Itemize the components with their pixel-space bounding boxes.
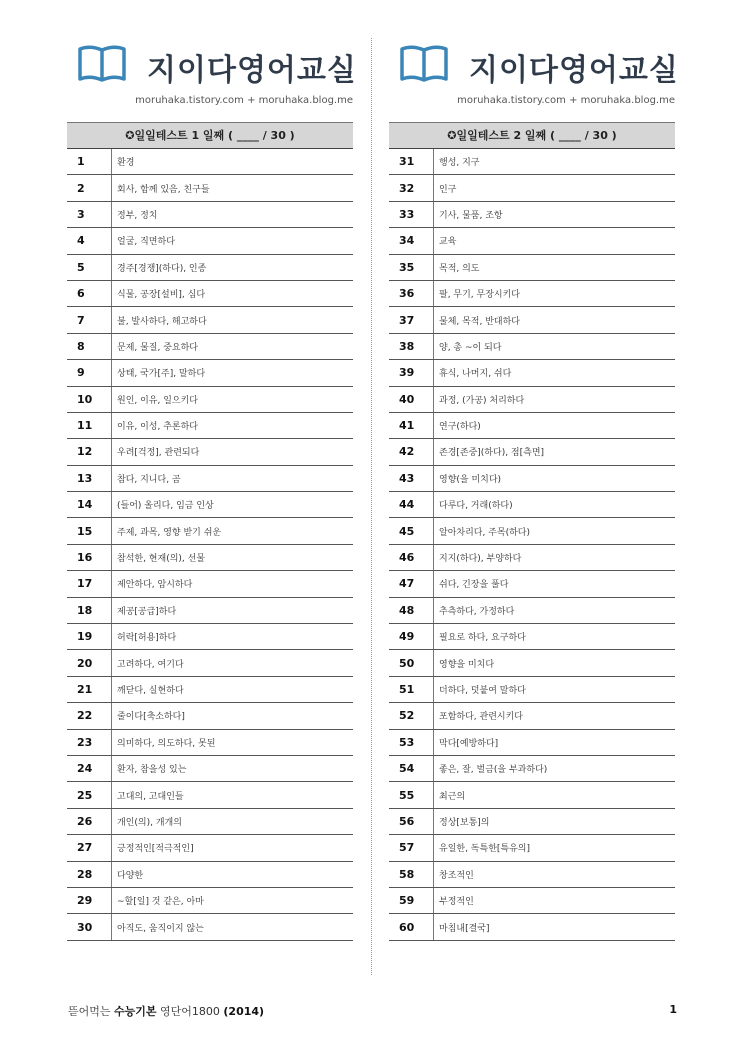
item-number: 44 xyxy=(399,498,415,512)
item-number: 12 xyxy=(77,445,93,459)
item-meaning: 환자, 참을성 있는 xyxy=(111,756,353,781)
list-item xyxy=(389,703,675,729)
item-meaning: 고대의, 고대인들 xyxy=(111,782,353,807)
item-meaning: 상태, 국가[주], 말하다 xyxy=(111,360,353,385)
list-item xyxy=(67,307,353,333)
list-item xyxy=(67,650,353,676)
list-item xyxy=(67,387,353,413)
item-number: 11 xyxy=(77,419,93,433)
list-item xyxy=(67,888,353,914)
list-item xyxy=(389,492,675,518)
item-number: 41 xyxy=(399,419,415,433)
item-meaning: 좋은, 잘, 벌금(을 부과하다) xyxy=(433,756,675,781)
item-number: 52 xyxy=(399,709,415,723)
list-item xyxy=(67,334,353,360)
brand-header xyxy=(389,0,679,122)
item-number: 5 xyxy=(77,260,85,274)
list-item xyxy=(67,809,353,835)
item-number: 20 xyxy=(77,656,93,670)
list-item xyxy=(67,756,353,782)
item-number: 42 xyxy=(399,445,415,459)
item-number: 47 xyxy=(399,577,415,591)
item-meaning: 줄이다[축소하다] xyxy=(111,703,353,728)
brand-title: 지이다영어교실 xyxy=(147,53,357,88)
item-number: 36 xyxy=(399,287,415,301)
item-meaning: 막다[예방하다] xyxy=(433,730,675,755)
brand-title: 지이다영어교실 xyxy=(469,53,679,88)
item-meaning: 다루다, 거래(하다) xyxy=(433,492,675,517)
item-meaning: 영향(을 미치다) xyxy=(433,466,675,491)
item-meaning: 행성, 지구 xyxy=(433,149,675,174)
item-number: 53 xyxy=(399,735,415,749)
list-item xyxy=(67,466,353,492)
item-number: 2 xyxy=(77,181,85,195)
item-meaning: 우려[걱정], 관련되다 xyxy=(111,439,353,464)
item-meaning: 아직도, 움직이지 않는 xyxy=(111,914,353,939)
item-meaning: 식물, 공장[설비], 심다 xyxy=(111,281,353,306)
footer-year: (2014) xyxy=(223,1005,265,1018)
item-meaning: 제안하다, 암시하다 xyxy=(111,571,353,596)
left-column xyxy=(67,0,357,941)
item-meaning: 주제, 과목, 영향 받기 쉬운 xyxy=(111,518,353,543)
brand-subtitle: moruhaka.tistory.com + moruhaka.blog.me xyxy=(135,95,353,106)
list-item xyxy=(389,914,675,940)
item-meaning: 긍정적인[적극적인] xyxy=(111,835,353,860)
list-item xyxy=(389,624,675,650)
item-meaning: 마침내[결국] xyxy=(433,914,675,939)
item-number: 50 xyxy=(399,656,415,670)
item-meaning: 유일한, 독특한[특유의] xyxy=(433,835,675,860)
footer-middle: 영단어1800 xyxy=(156,1005,224,1018)
list-item xyxy=(389,677,675,703)
item-meaning: 정부, 정치 xyxy=(111,202,353,227)
item-meaning: 이유, 이성, 추론하다 xyxy=(111,413,353,438)
list-item xyxy=(67,281,353,307)
item-number: 10 xyxy=(77,392,93,406)
list-item xyxy=(389,466,675,492)
item-number: 59 xyxy=(399,894,415,908)
book-icon xyxy=(398,43,450,87)
list-item xyxy=(389,387,675,413)
item-number: 26 xyxy=(77,814,93,828)
item-meaning: 개인(의), 개개의 xyxy=(111,809,353,834)
list-item xyxy=(67,545,353,571)
list-item xyxy=(389,281,675,307)
item-meaning: 문제, 물질, 중요하다 xyxy=(111,334,353,359)
item-meaning: 휴식, 나머지, 쉬다 xyxy=(433,360,675,385)
item-number: 39 xyxy=(399,366,415,380)
item-meaning: 의미하다, 의도하다, 못된 xyxy=(111,730,353,755)
list-item xyxy=(389,413,675,439)
item-number: 28 xyxy=(77,867,93,881)
footer-prefix: 뜯어먹는 xyxy=(68,1005,115,1018)
test-header: ✪일일테스트 2 일째 ( ____ / 30 ) xyxy=(389,122,675,149)
list-item xyxy=(67,439,353,465)
list-item xyxy=(389,598,675,624)
item-number: 9 xyxy=(77,366,85,380)
list-item xyxy=(389,360,675,386)
item-number: 27 xyxy=(77,841,93,855)
item-number: 16 xyxy=(77,551,93,565)
item-number: 18 xyxy=(77,603,93,617)
item-number: 15 xyxy=(77,524,93,538)
item-number: 38 xyxy=(399,339,415,353)
brand-subtitle: moruhaka.tistory.com + moruhaka.blog.me xyxy=(457,95,675,106)
item-meaning: 인구 xyxy=(433,175,675,200)
item-number: 8 xyxy=(77,339,85,353)
item-number: 35 xyxy=(399,260,415,274)
item-number: 13 xyxy=(77,471,93,485)
item-meaning: 교육 xyxy=(433,228,675,253)
item-meaning: 기사, 물품, 조항 xyxy=(433,202,675,227)
list-item xyxy=(67,149,353,175)
item-meaning: 쉬다, 긴장을 풀다 xyxy=(433,571,675,596)
item-meaning: 창조적인 xyxy=(433,862,675,887)
list-item xyxy=(67,413,353,439)
list-item xyxy=(389,255,675,281)
list-item xyxy=(67,835,353,861)
item-meaning: 영향을 미치다 xyxy=(433,650,675,675)
item-number: 40 xyxy=(399,392,415,406)
item-meaning: 고려하다, 여기다 xyxy=(111,650,353,675)
list-item xyxy=(389,782,675,808)
item-number: 43 xyxy=(399,471,415,485)
item-meaning: 깨닫다, 실현하다 xyxy=(111,677,353,702)
item-meaning: 정상[보통]의 xyxy=(433,809,675,834)
item-number: 3 xyxy=(77,207,85,221)
item-meaning: 더하다, 덧붙여 말하다 xyxy=(433,677,675,702)
list-item xyxy=(389,862,675,888)
footer-bold-title: 수능기본 xyxy=(114,1005,157,1018)
item-meaning: 과정, (가공) 처리하다 xyxy=(433,387,675,412)
item-meaning: 다양한 xyxy=(111,862,353,887)
brand-header xyxy=(67,0,357,122)
item-number: 22 xyxy=(77,709,93,723)
page-number: 1 xyxy=(669,1003,677,1016)
list-item xyxy=(389,545,675,571)
item-number: 1 xyxy=(77,155,85,169)
list-item xyxy=(67,255,353,281)
list-item xyxy=(67,703,353,729)
item-number: 49 xyxy=(399,630,415,644)
list-item xyxy=(67,730,353,756)
test-header: ✪일일테스트 1 일째 ( ____ / 30 ) xyxy=(67,122,353,149)
item-meaning: 존경[존중](하다), 점[측면] xyxy=(433,439,675,464)
footer-title xyxy=(68,1003,264,1019)
item-meaning: 불, 발사하다, 해고하다 xyxy=(111,307,353,332)
list-item xyxy=(67,862,353,888)
item-meaning: 지지(하다), 부양하다 xyxy=(433,545,675,570)
item-number: 54 xyxy=(399,762,415,776)
item-meaning: 알아차리다, 주목(하다) xyxy=(433,518,675,543)
list-item xyxy=(389,439,675,465)
item-meaning: 회사, 함께 있음, 친구들 xyxy=(111,175,353,200)
list-item xyxy=(67,202,353,228)
item-number: 58 xyxy=(399,867,415,881)
item-number: 23 xyxy=(77,735,93,749)
list-item xyxy=(389,650,675,676)
list-item xyxy=(389,756,675,782)
item-meaning: 환경 xyxy=(111,149,353,174)
item-meaning: 참다, 지니다, 곰 xyxy=(111,466,353,491)
item-number: 34 xyxy=(399,234,415,248)
book-icon xyxy=(76,43,128,87)
item-meaning: 참석한, 현재(의), 선물 xyxy=(111,545,353,570)
item-meaning: 필요로 하다, 요구하다 xyxy=(433,624,675,649)
list-item xyxy=(389,888,675,914)
item-number: 60 xyxy=(399,920,415,934)
list-item xyxy=(389,334,675,360)
item-number: 17 xyxy=(77,577,93,591)
item-number: 14 xyxy=(77,498,93,512)
item-number: 45 xyxy=(399,524,415,538)
item-number: 4 xyxy=(77,234,85,248)
column-divider xyxy=(371,38,372,975)
item-number: 57 xyxy=(399,841,415,855)
item-meaning: 목적, 의도 xyxy=(433,255,675,280)
list-item xyxy=(389,149,675,175)
item-meaning: (들어) 올리다, 임금 인상 xyxy=(111,492,353,517)
list-item xyxy=(389,518,675,544)
item-number: 25 xyxy=(77,788,93,802)
item-meaning: 경주[경쟁](하다), 인종 xyxy=(111,255,353,280)
item-number: 31 xyxy=(399,155,415,169)
list-item xyxy=(67,624,353,650)
item-meaning: 얼굴, 직면하다 xyxy=(111,228,353,253)
item-meaning: 원인, 이유, 일으키다 xyxy=(111,387,353,412)
item-number: 46 xyxy=(399,551,415,565)
item-meaning: 최근의 xyxy=(433,782,675,807)
word-list xyxy=(389,149,675,941)
word-list xyxy=(67,149,353,941)
list-item xyxy=(389,228,675,254)
list-item xyxy=(389,175,675,201)
list-item xyxy=(389,835,675,861)
item-meaning: 포함하다, 관련시키다 xyxy=(433,703,675,728)
item-meaning: 추측하다, 가정하다 xyxy=(433,598,675,623)
list-item xyxy=(67,914,353,940)
item-meaning: 양, 총 ~이 되다 xyxy=(433,334,675,359)
item-meaning: 팔, 무기, 무장시키다 xyxy=(433,281,675,306)
list-item xyxy=(389,730,675,756)
list-item xyxy=(67,228,353,254)
list-item xyxy=(67,598,353,624)
item-number: 32 xyxy=(399,181,415,195)
list-item xyxy=(67,518,353,544)
list-item xyxy=(67,175,353,201)
item-number: 19 xyxy=(77,630,93,644)
item-number: 30 xyxy=(77,920,93,934)
item-meaning: 물체, 목적, 반대하다 xyxy=(433,307,675,332)
item-number: 7 xyxy=(77,313,85,327)
item-number: 56 xyxy=(399,814,415,828)
list-item xyxy=(389,809,675,835)
right-column xyxy=(389,0,679,941)
item-number: 21 xyxy=(77,683,93,696)
item-number: 24 xyxy=(77,762,93,776)
item-meaning: ~할[일] 것 같은, 아마 xyxy=(111,888,353,913)
list-item xyxy=(67,360,353,386)
item-meaning: 연구(하다) xyxy=(433,413,675,438)
item-number: 37 xyxy=(399,313,415,327)
item-number: 33 xyxy=(399,207,415,221)
item-meaning: 허락[허용]하다 xyxy=(111,624,353,649)
item-number: 51 xyxy=(399,683,415,696)
list-item xyxy=(67,782,353,808)
item-number: 6 xyxy=(77,287,85,301)
list-item xyxy=(67,571,353,597)
list-item xyxy=(389,307,675,333)
item-number: 55 xyxy=(399,788,415,802)
list-item xyxy=(67,677,353,703)
list-item xyxy=(389,571,675,597)
item-meaning: 제공[공급]하다 xyxy=(111,598,353,623)
list-item xyxy=(67,492,353,518)
item-meaning: 부정적인 xyxy=(433,888,675,913)
list-item xyxy=(389,202,675,228)
item-number: 29 xyxy=(77,894,93,908)
item-number: 48 xyxy=(399,603,415,617)
